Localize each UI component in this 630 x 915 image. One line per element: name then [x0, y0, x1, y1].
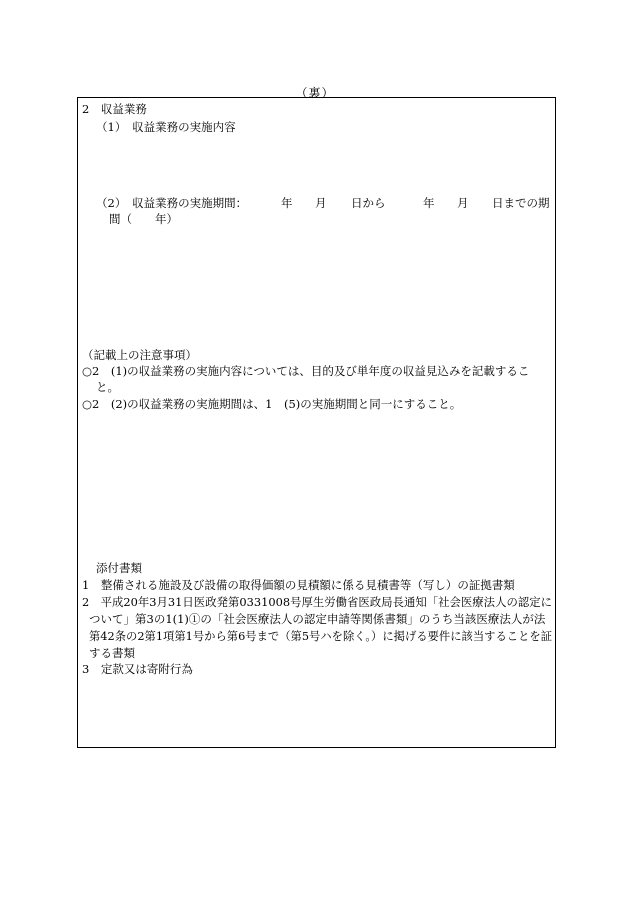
page-side-label: （裏） — [295, 86, 335, 100]
period-label: （2） 収益業務の実施期間： — [96, 196, 248, 210]
notes-heading: （記載上の注意事項） — [82, 348, 197, 362]
note2: ○2 (2)の収益業務の実施期間は、1 (5)の実施期間と同一にすること。 — [82, 397, 462, 411]
period-day-from: 日から — [351, 196, 386, 210]
period-continuation: 間（ 年） — [109, 212, 178, 226]
attachment-item2-line2: ついて」第3の1(1)①の「社会医療法人の認定申請等関係書類」のうち当該医療法人が法 — [89, 612, 546, 626]
period-month2: 月 — [457, 196, 469, 210]
period-day-until: 日までの期 — [492, 196, 550, 210]
period-row — [96, 195, 548, 211]
period-year1: 年 — [281, 196, 293, 210]
section-title: 2 収益業務 — [82, 102, 147, 116]
attachments-heading: 添付書類 — [96, 561, 142, 575]
note1-line1: ○2 (1)の収益業務の実施内容については、目的及び単年度の収益見込みを記載するこ — [82, 364, 530, 378]
note1-line2: と。 — [96, 380, 119, 394]
item1-label: （1） 収益業務の実施内容 — [96, 120, 236, 134]
attachment-item2-line3: 第42条の2第1項第1号から第6号まで（第5号ハを除く。）に掲げる要件に該当することを証 — [89, 629, 553, 643]
attachment-item1: 1 整備される施設及び設備の取得価額の見積額に係る見積書等（写し）の証拠書類 — [82, 578, 515, 592]
period-year2: 年 — [423, 196, 435, 210]
attachment-item2-line4: する書類 — [89, 646, 135, 660]
period-month1: 月 — [315, 196, 327, 210]
attachment-item3: 3 定款又は寄附行為 — [82, 662, 193, 676]
attachment-item2-line1: 2 平成20年3月31日医政発第0331008号厚生労働省医政局長通知「社会医療法人の認定に — [82, 595, 553, 609]
